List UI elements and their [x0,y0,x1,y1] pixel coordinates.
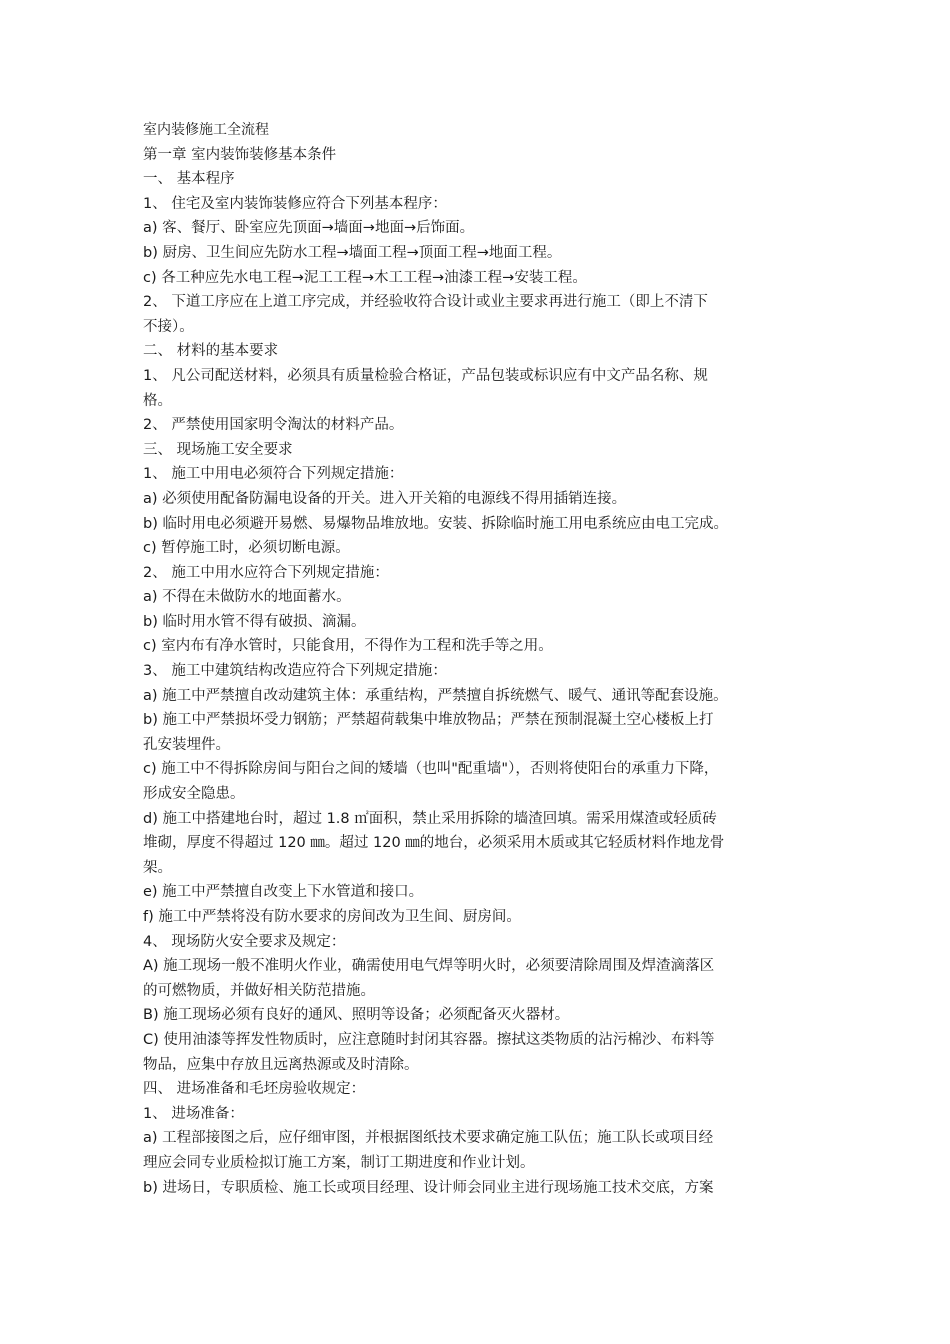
text-line: 2、 下道工序应在上道工序完成，并经验收符合设计或业主要求再进行施工（即上不清下 [143,294,708,311]
text-line: 物品，应集中存放且远离热源或及时清除。 [143,1056,419,1073]
text-line: b) 临时用水管不得有破损、滴漏。 [143,613,366,630]
text-line: 孔安装埋件。 [143,736,230,753]
text-line: 格。 [143,392,172,409]
text-line: 1、 进场准备： [143,1105,244,1122]
text-line: 形成安全隐患。 [143,786,245,803]
text-line: 一、 基本程序 [143,171,235,188]
text-line: 2、 施工中用水应符合下列规定措施： [143,564,389,581]
text-line: 不接）。 [143,318,194,335]
text-line: 四、 进场准备和毛坯房验收规定： [143,1081,366,1098]
text-line: c) 施工中不得拆除房间与阳台之间的矮墙（也叫"配重墙"），否则将使阳台的承重力下降， [143,761,719,778]
document-lines [143,167,811,1200]
text-line: 架。 [143,859,172,876]
text-line: 三、 现场施工安全要求 [143,441,293,458]
text-line: a) 工程部接图之后，应仔细审图，并根据图纸技术要求确定施工队伍；施工队长或项目经 [143,1130,714,1147]
text-line: c) 室内布有净水管时，只能食用，不得作为工程和洗手等之用。 [143,638,553,655]
text-line: a) 不得在未做防水的地面蓄水。 [143,589,351,606]
text-line: a) 必须使用配备防漏电设备的开关。进入开关箱的电源线不得用插销连接。 [143,490,627,507]
text-line: e) 施工中严禁擅自改变上下水管道和接口。 [143,884,424,901]
text-line: b) 临时用电必须避开易燃、易爆物品堆放地。安装、拆除临时施工用电系统应由电工完成。 [143,515,728,532]
text-line: c) 各工种应先水电工程→泥工工程→木工工程→油漆工程→安装工程。 [143,269,587,286]
text-line: f) 施工中严禁将没有防水要求的房间改为卫生间、厨房间。 [143,909,521,925]
text-line: 2、 严禁使用国家明令淘汰的材料产品。 [143,417,404,434]
text-line: a) 施工中严禁擅自改动建筑主体：承重结构，严禁擅自拆统燃气、暖气、通讯等配套设施。 [143,687,728,704]
document-title: 室内装修施工全流程 [143,122,269,138]
text-line: 1、 住宅及室内装饰装修应符合下列基本程序： [143,195,447,212]
text-line: 4、 现场防火安全要求及规定： [143,933,346,950]
text-line: 1、 凡公司配送材料，必须具有质量检验合格证，产品包装或标识应有中文产品名称、规 [143,367,708,384]
text-line: 3、 施工中建筑结构改造应符合下列规定措施： [143,663,447,680]
text-line: B) 施工现场必须有良好的通风、照明等设备；必须配备灭火器材。 [143,1007,570,1024]
text-line: 的可燃物质，并做好相关防范措施。 [143,982,375,999]
text-line: C) 使用油漆等挥发性物质时，应注意随时封闭其容器。擦拭这类物质的沾污棉沙、布料等 [143,1031,715,1048]
text-line: 二、 材料的基本要求 [143,343,279,360]
document-body [143,118,811,1200]
text-line: a) 客、餐厅、卧室应先顶面→墙面→地面→后饰面。 [143,220,475,237]
text-line: d) 施工中搭建地台时，超过 1.8 ㎡面积，禁止采用拆除的墙渣回填。需采用煤渣或轻质砖 [143,810,717,827]
chapter-heading: 第一章 室内装饰装修基本条件 [143,146,337,163]
text-line: 堆砌，厚度不得超过 120 ㎜。超过 120 ㎜的地台，必须采用木质或其它轻质材料作地龙骨 [143,835,725,852]
text-line: b) 厨房、卫生间应先防水工程→墙面工程→顶面工程→地面工程。 [143,244,562,261]
text-line: 1、 施工中用电必须符合下列规定措施： [143,466,404,483]
text-line: c) 暂停施工时，必须切断电源。 [143,540,350,557]
text-line: b) 施工中严禁损坏受力钢筋；严禁超荷载集中堆放物品；严禁在预制混凝土空心楼板上打 [143,712,714,729]
text-line: A) 施工现场一般不准明火作业，确需使用电气焊等明火时，必须要清除周围及焊渣滴落区 [143,958,715,975]
text-line: 理应会同专业质检拟订施工方案，制订工期进度和作业计划。 [143,1154,535,1171]
text-line: b) 进场日，专职质检、施工长或项目经理、设计师会同业主进行现场施工技术交底，方案 [143,1179,714,1196]
